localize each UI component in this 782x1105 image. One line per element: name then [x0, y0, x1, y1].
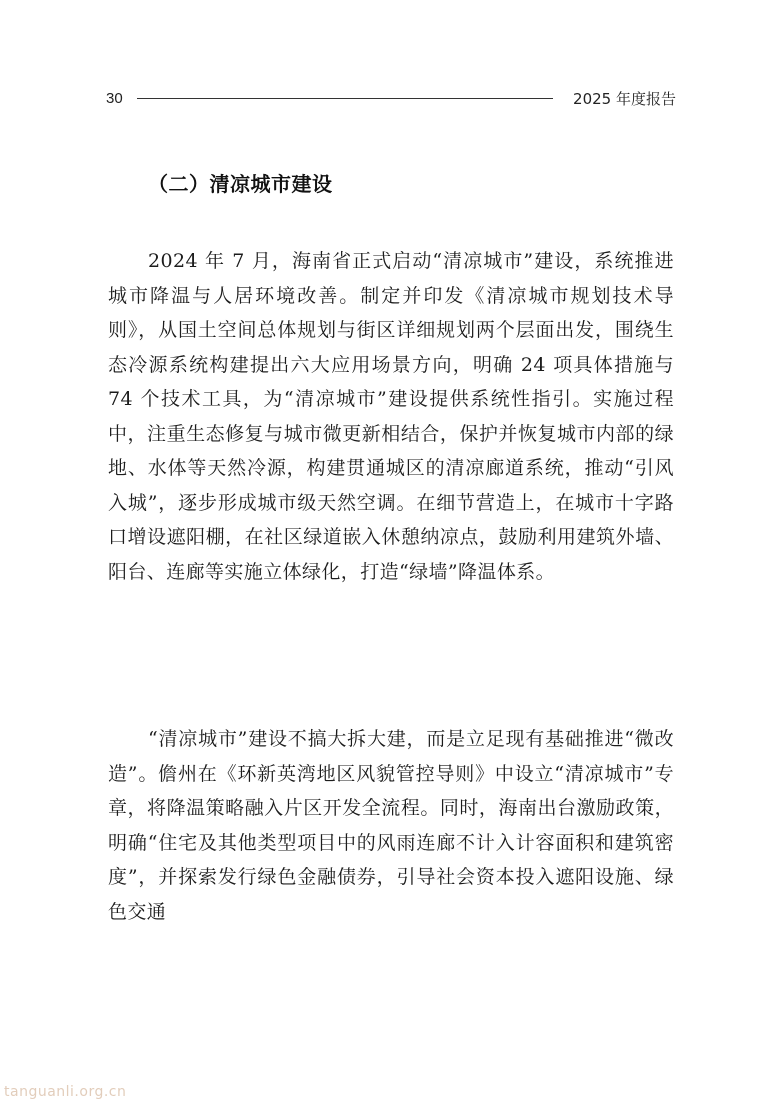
page-header — [106, 86, 676, 110]
body-paragraph-1: 2024 年 7 月，海南省正式启动“清凉城市”建设，系统推进城市降温与人居环境改善。制定并印发《清凉城市规划技术导则》，从国土空间总体规划与街区详细规划两个层面出发，围绕生态冷源系统构建提出六大应用场景方向，明确 24 项具体措施与 74 个技术工具，为“清凉城市”建设提供系统性指引。实施过程中，注重生态修复与城市微更新相结合，保护并恢复城市内部的绿地、水体等天然冷源，构建贯通城区的清凉廊道系统，推动“引风入城”，逐步形成城市级天然空调。在细节营造上，在城市十字路口增设遮阳棚，在社区绿道嵌入休憩纳凉点，鼓励利用建筑外墙、阳台、连廊等实施立体绿化，打造“绿墙”降温体系。 — [108, 250, 674, 583]
watermark-text: tanguanli.org.cn — [4, 1084, 127, 1100]
report-title: 2025 年度报告 — [573, 89, 676, 108]
header-divider — [137, 98, 553, 99]
body-paragraph-2: “清凉城市”建设不搞大拆大建，而是立足现有基础推进“微改造”。儋州在《环新英湾地区风貌管控导则》中设立“清凉城市”专章，将降温策略融入片区开发全流程。同时，海南出台激励政策，明确“住宅及其他类型项目中的风雨连廊不计入计容面积和建筑密度”，并探索发行绿色金融债券，引导社会资本投入遮阳设施、绿色交通 — [108, 728, 674, 923]
section-heading: （二）清凉城市建设 — [148, 172, 333, 196]
page-number: 30 — [106, 89, 123, 107]
